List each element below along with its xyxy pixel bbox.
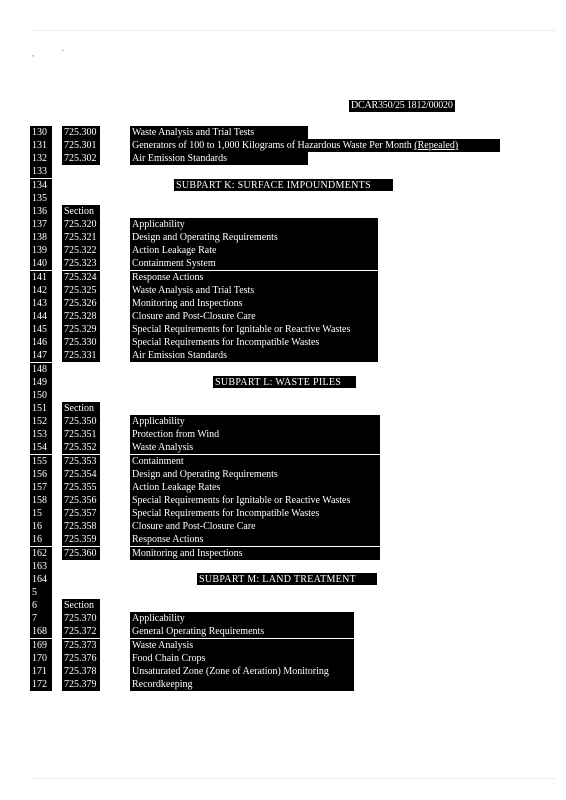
- table-row: [0, 428, 566, 441]
- scan-mark: ': [62, 48, 64, 58]
- line-number: 139: [30, 244, 52, 257]
- table-row: [0, 363, 566, 376]
- top-rule: [30, 30, 556, 31]
- section-title: [130, 520, 380, 533]
- section-number: 725.321: [62, 231, 100, 244]
- line-number: 144: [30, 310, 52, 323]
- section-number: 725.358: [62, 520, 100, 533]
- section-title-text: Air Emission Standards: [132, 350, 227, 362]
- section-title: [130, 310, 378, 323]
- document-id: DCAR350/25 1812/00020: [351, 100, 453, 111]
- line-number: 148: [30, 363, 52, 376]
- section-title: [130, 244, 378, 257]
- section-title-text: Unsaturated Zone (Zone of Aeration) Monitoring: [132, 665, 329, 677]
- table-row: [0, 520, 566, 533]
- line-number: 146: [30, 336, 52, 349]
- line-number: 171: [30, 665, 52, 678]
- section-title: [130, 297, 378, 310]
- section-title: [130, 494, 380, 507]
- section-title-text: Applicability: [132, 416, 185, 428]
- line-number: 135: [30, 192, 52, 205]
- section-number: 725.354: [62, 468, 100, 481]
- subpart-heading: SUBPART K: SURFACE IMPOUNDMENTS: [174, 179, 393, 191]
- section-title-text: Recordkeeping: [132, 678, 193, 690]
- table-row: [0, 297, 566, 310]
- table-row: [0, 481, 566, 494]
- section-title: [130, 639, 354, 652]
- section-title: [130, 481, 380, 494]
- table-row: [0, 652, 566, 665]
- section-title: [130, 336, 378, 349]
- table-row: [0, 560, 566, 573]
- section-number: 725.356: [62, 494, 100, 507]
- section-title: [130, 441, 380, 454]
- line-number: 162: [30, 547, 52, 560]
- scan-mark: ,: [32, 48, 35, 58]
- section-title-text: Action Leakage Rate: [132, 245, 217, 257]
- line-number: 140: [30, 257, 52, 270]
- section-title: [130, 507, 380, 520]
- section-title-text: Containment: [132, 455, 184, 467]
- section-title: [130, 139, 500, 152]
- section-title: [130, 625, 354, 638]
- section-title-text: Generators of 100 to 1,000 Kilograms of Hazardous Waste Per Month: [132, 140, 412, 152]
- line-number: 172: [30, 678, 52, 691]
- table-row: [0, 415, 566, 428]
- table-row: [0, 678, 566, 691]
- table-row: [0, 205, 566, 218]
- section-number: 725.330: [62, 336, 100, 349]
- section-number: Section: [62, 599, 100, 612]
- line-number: 143: [30, 297, 52, 310]
- section-title: [130, 323, 378, 336]
- table-row: [0, 192, 566, 205]
- table-row: [0, 586, 566, 599]
- table-row: [0, 165, 566, 178]
- table-row: [0, 126, 566, 139]
- line-number: 152: [30, 415, 52, 428]
- repealed-note: (Repealed): [414, 140, 459, 152]
- table-row: [0, 139, 566, 152]
- section-number: 725.370: [62, 612, 100, 625]
- section-title-text: Special Requirements for Incompatible Wastes: [132, 508, 320, 520]
- section-title-text: Air Emission Standards: [132, 153, 227, 165]
- section-title: [130, 665, 354, 678]
- section-title-text: Waste Analysis: [132, 442, 194, 454]
- section-title-text: Closure and Post-Closure Care: [132, 311, 256, 322]
- section-title: [130, 547, 380, 560]
- table-row: [0, 494, 566, 507]
- section-number: 725.301: [62, 139, 100, 152]
- line-number: 134: [30, 179, 52, 192]
- line-number: 133: [30, 165, 52, 178]
- subpart-heading: SUBPART L: WASTE PILES: [213, 376, 356, 388]
- section-title: [130, 231, 378, 244]
- table-row: [0, 639, 566, 652]
- section-title-text: General Operating Requirements: [132, 626, 265, 638]
- section-title-text: Response Actions: [132, 271, 204, 283]
- section-number: 725.352: [62, 441, 100, 454]
- section-title: [130, 468, 380, 481]
- section-number: 725.322: [62, 244, 100, 257]
- table-row: [0, 179, 566, 192]
- section-number: 725.373: [62, 639, 100, 652]
- line-number: 7: [30, 612, 52, 625]
- section-title: [130, 271, 378, 284]
- section-number: 725.325: [62, 284, 100, 297]
- section-number: 725.324: [62, 271, 100, 284]
- section-title-text: Special Requirements for Incompatible Wastes: [132, 337, 320, 349]
- line-number: 168: [30, 625, 52, 638]
- section-number: 725.328: [62, 310, 100, 323]
- section-number: 725.353: [62, 455, 100, 468]
- table-row: [0, 573, 566, 586]
- section-title: [130, 533, 380, 546]
- line-number: 164: [30, 573, 52, 586]
- section-title-text: Containment System: [132, 258, 216, 270]
- table-row: [0, 455, 566, 468]
- section-title: [130, 284, 378, 297]
- table-row: [0, 336, 566, 349]
- section-title-text: Closure and Post-Closure Care: [132, 521, 256, 533]
- bottom-rule: [30, 778, 556, 779]
- section-number: Section: [62, 205, 100, 218]
- line-number: 16: [30, 533, 52, 546]
- line-number: 169: [30, 639, 52, 652]
- table-row: [0, 323, 566, 336]
- line-number: 5: [30, 586, 52, 599]
- section-number: 725.350: [62, 415, 100, 428]
- table-row: [0, 507, 566, 520]
- section-title-text: Design and Operating Requirements: [132, 232, 278, 244]
- table-row: [0, 271, 566, 284]
- section-title-text: Monitoring and Inspections: [132, 297, 243, 309]
- line-number: 141: [30, 271, 52, 284]
- table-row: [0, 389, 566, 402]
- subpart-heading: SUBPART M: LAND TREATMENT: [197, 573, 377, 585]
- section-title: [130, 652, 354, 665]
- line-number: 138: [30, 231, 52, 244]
- section-title: [130, 415, 380, 428]
- table-row: [0, 665, 566, 678]
- table-row: [0, 625, 566, 638]
- table-row: [0, 257, 566, 270]
- line-number: 6: [30, 599, 52, 612]
- table-row: [0, 244, 566, 257]
- section-number: 725.360: [62, 547, 100, 560]
- table-row: [0, 218, 566, 231]
- section-title: [130, 612, 354, 625]
- table-row: [0, 376, 566, 389]
- table-row: [0, 349, 566, 362]
- section-number: 725.329: [62, 323, 100, 336]
- line-number: 132: [30, 152, 52, 165]
- table-row: [0, 547, 566, 560]
- section-number: 725.372: [62, 625, 100, 638]
- line-number: 158: [30, 494, 52, 507]
- table-row: [0, 599, 566, 612]
- section-title: [130, 428, 380, 441]
- line-number: 156: [30, 468, 52, 481]
- line-number: 170: [30, 652, 52, 665]
- section-title-text: Food Chain Crops: [132, 652, 206, 664]
- section-number: 725.376: [62, 652, 100, 665]
- section-number: 725.323: [62, 257, 100, 270]
- line-number: 15: [30, 507, 52, 520]
- section-number: 725.359: [62, 533, 100, 546]
- section-number: 725.326: [62, 297, 100, 310]
- line-number: 145: [30, 323, 52, 336]
- table-row: [0, 441, 566, 454]
- section-title-text: Monitoring and Inspections: [132, 547, 243, 559]
- section-title: [130, 126, 308, 139]
- line-number: 149: [30, 376, 52, 389]
- line-number: 131: [30, 139, 52, 152]
- line-number: 147: [30, 349, 52, 362]
- line-number: 163: [30, 560, 52, 573]
- section-title-text: Waste Analysis: [132, 639, 194, 651]
- line-number: 16: [30, 520, 52, 533]
- section-title-text: Special Requirements for Ignitable or Reactive Wastes: [132, 494, 351, 506]
- section-number: 725.331: [62, 349, 100, 362]
- line-number: 154: [30, 441, 52, 454]
- section-title: [130, 455, 380, 468]
- section-number: 725.355: [62, 481, 100, 494]
- section-number: 725.378: [62, 665, 100, 678]
- section-title-text: Waste Analysis and Trial Tests: [132, 127, 255, 138]
- section-title-text: Special Requirements for Ignitable or Reactive Wastes: [132, 324, 351, 336]
- line-number: 151: [30, 402, 52, 415]
- section-title-text: Applicability: [132, 613, 185, 625]
- section-number: 725.300: [62, 126, 100, 139]
- line-number: 155: [30, 455, 52, 468]
- section-number: 725.357: [62, 507, 100, 520]
- section-title: [130, 218, 378, 231]
- table-row: [0, 284, 566, 297]
- line-number: 153: [30, 428, 52, 441]
- section-title-text: Design and Operating Requirements: [132, 468, 278, 480]
- section-number: Section: [62, 402, 100, 415]
- line-number: 130: [30, 126, 52, 139]
- table-row: [0, 231, 566, 244]
- section-title: [130, 349, 378, 362]
- line-number: 150: [30, 389, 52, 402]
- section-title-text: Protection from Wind: [132, 429, 220, 441]
- table-row: [0, 533, 566, 546]
- table-row: [0, 152, 566, 165]
- line-number: 136: [30, 205, 52, 218]
- section-title: [130, 257, 378, 270]
- section-title-text: Applicability: [132, 219, 185, 230]
- line-number: 137: [30, 218, 52, 231]
- table-row: [0, 468, 566, 481]
- section-title: [130, 678, 354, 691]
- section-title-text: Action Leakage Rates: [132, 481, 221, 493]
- section-title-text: Waste Analysis and Trial Tests: [132, 284, 255, 296]
- section-number: 725.320: [62, 218, 100, 231]
- table-row: [0, 310, 566, 323]
- section-number: 725.302: [62, 152, 100, 165]
- table-row: [0, 612, 566, 625]
- table-row: [0, 402, 566, 415]
- line-number: 142: [30, 284, 52, 297]
- section-number: 725.379: [62, 678, 100, 691]
- section-number: 725.351: [62, 428, 100, 441]
- section-title-text: Response Actions: [132, 534, 204, 546]
- line-number: 157: [30, 481, 52, 494]
- section-title: [130, 152, 308, 165]
